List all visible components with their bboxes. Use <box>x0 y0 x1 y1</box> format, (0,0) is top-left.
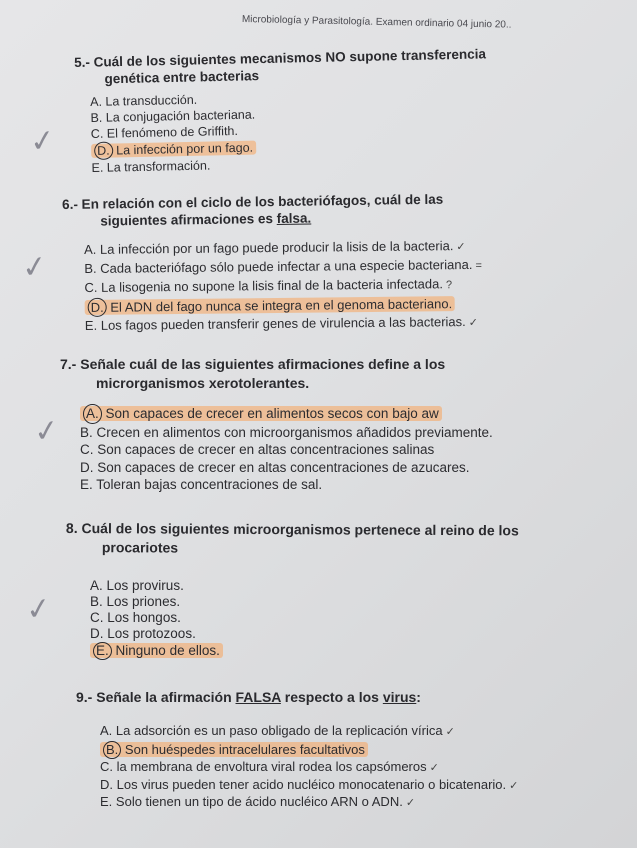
question-7-option-b[interactable]: B. Crecen en alimentos con microorganismos añadidos previamente. <box>80 424 493 440</box>
handwritten-tick-icon: ✓ <box>468 316 479 329</box>
handwritten-tick-icon: ✓ <box>405 797 416 809</box>
question-8-options <box>90 578 223 660</box>
question-5-line2: genética entre bacterias <box>104 68 260 87</box>
question-8-line2: procariotes <box>101 539 179 556</box>
answer-circle: D. <box>88 298 107 317</box>
question-7-line1: 7.- Señale cuál de las siguientes afirmaciones define a los <box>60 356 446 372</box>
question-8-line1: 8. Cuál de los siguientes microorganismos pertenece al reino de los <box>65 520 519 539</box>
answer-highlight: A. Son capaces de crecer en alimentos secos con bajo aw <box>80 406 442 421</box>
handwritten-check-icon: ✓ <box>31 412 62 451</box>
question-8-option-e[interactable] <box>90 642 223 660</box>
question-7-option-d[interactable]: D. Son capaces de crecer en altas concentraciones de azucares. <box>80 459 470 475</box>
question-5-option-a[interactable]: A. La transducción. <box>90 92 198 109</box>
handwritten-check-icon: ✓ <box>23 590 54 629</box>
question-5-line1: 5.- Cuál de los siguientes mecanismos NO supone transferencia <box>74 46 487 70</box>
question-9-emphasis-falsa: FALSA <box>235 689 281 705</box>
question-6-option-b[interactable]: B. Cada bacteriófago sólo puede infectar a una especie bacteriana. = <box>84 256 482 276</box>
question-9-option-b[interactable] <box>100 741 518 760</box>
question-9: 9.- Señale la afirmación FALSA respecto a los virus: <box>76 689 421 705</box>
answer-highlight: E. Ninguno de ellos. <box>90 643 223 658</box>
question-7-line2: microrganismos xerotolerantes. <box>96 375 310 391</box>
question-7-options <box>80 404 493 494</box>
answer-circle: E. <box>93 642 112 660</box>
handwritten-check-icon: ✓ <box>27 122 58 161</box>
handwritten-tick-icon: ✓ <box>445 726 455 738</box>
question-7-option-a[interactable] <box>80 404 493 424</box>
question-8-option-a[interactable]: A. Los provirus. <box>90 578 184 593</box>
question-5 <box>74 45 487 88</box>
question-6-options <box>84 237 483 336</box>
question-7-option-c[interactable]: C. Son capaces de crecer en altas concentraciones salinas <box>80 442 435 457</box>
question-6-line1: 6.- En relación con el ciclo de los bacteriófagos, cuál de las <box>62 191 444 212</box>
question-7 <box>60 355 445 393</box>
answer-circle: D. <box>94 142 113 160</box>
answer-circle: A. <box>83 404 102 424</box>
question-9-option-a[interactable]: A. La adsorción es un paso obligado de la replicación vírica ✓ <box>100 723 455 738</box>
answer-circle: B. <box>103 741 121 760</box>
question-6-line2: siguientes afirmaciones es <box>100 211 274 229</box>
question-9-emphasis-virus: virus <box>382 689 417 705</box>
handwritten-tick-icon: ✓ <box>429 762 439 774</box>
handwritten-check-icon: ✓ <box>19 248 50 287</box>
question-5-option-e[interactable]: E. La transformación. <box>91 158 211 175</box>
page-header: Microbiología y Parasitología. Examen ordinario 04 junio 20.. <box>241 14 512 31</box>
question-7-option-e[interactable]: E. Toleran bajas concentraciones de sal. <box>80 477 323 492</box>
question-9-option-d[interactable]: D. Los virus pueden tener acido nucléico monocatenario o bicatenario. ✓ <box>100 776 519 792</box>
question-9-options <box>100 723 518 812</box>
handwritten-equals-icon: = <box>475 259 482 272</box>
answer-highlight: D. El ADN del fago nunca se integra en el genoma bacteriano. <box>85 296 456 315</box>
question-8 <box>66 519 519 559</box>
question-8-option-c[interactable]: C. Los hongos. <box>90 610 181 625</box>
handwritten-question-icon: ? <box>445 279 453 292</box>
handwritten-tick-icon: ✓ <box>509 779 519 792</box>
question-5-options <box>90 91 257 176</box>
question-8-option-b[interactable]: B. Los priones. <box>90 594 181 609</box>
question-9-option-e[interactable]: E. Solo tienen un tipo de ácido nucléico ARN o ADN. ✓ <box>100 794 416 809</box>
question-8-option-d[interactable]: D. Los protozoos. <box>90 626 196 641</box>
question-6-emphasis: falsa. <box>276 210 312 227</box>
question-6-option-a[interactable]: A. La infección por un fago puede producir la lisis de la bacteria. ✓ <box>84 238 466 257</box>
question-9-option-c[interactable]: C. la membrana de envoltura viral rodea los capsómeros ✓ <box>100 759 439 774</box>
question-6-option-c[interactable]: C. La lisogenia no supone la lisis final de la bacteria infectada. ? <box>84 276 453 295</box>
question-5-option-b[interactable]: B. La conjugación bacteriana. <box>90 107 256 125</box>
answer-highlight: D. La infección por un fago. <box>91 141 256 158</box>
question-6-option-e[interactable]: E. Los fagos pueden transferir genes de virulencia a las bacterias. ✓ <box>84 314 479 333</box>
question-6 <box>62 191 444 230</box>
handwritten-tick-icon: ✓ <box>456 241 466 254</box>
answer-highlight: B. Son huéspedes intracelulares facultativos <box>100 742 368 757</box>
question-5-option-c[interactable]: C. El fenómeno de Griffith. <box>90 123 239 141</box>
